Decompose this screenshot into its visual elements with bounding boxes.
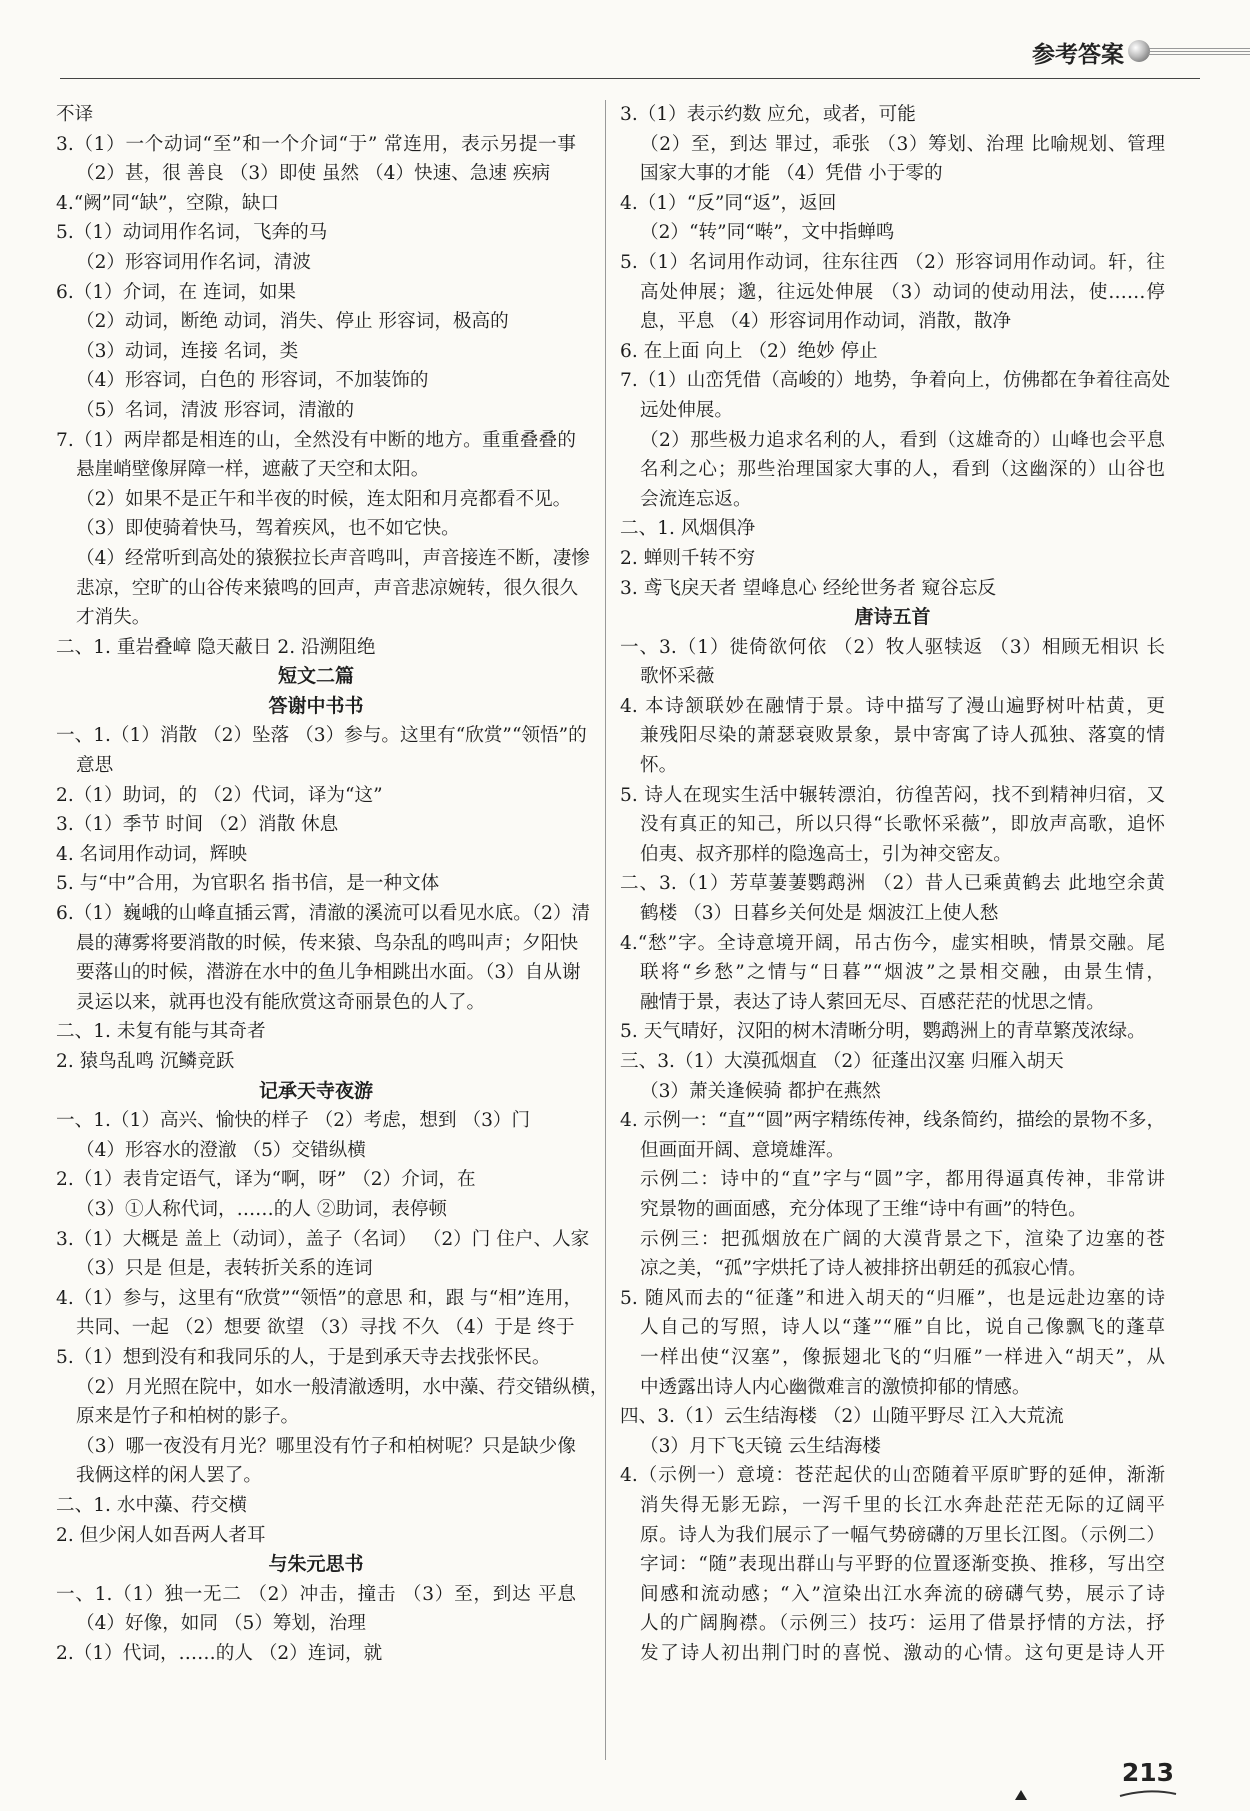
answer-line: 2.（1）代词，……的人 （2）连词，就 <box>56 1642 383 1664</box>
answer-line: 究景物的画面感，充分体现了王维“诗中有画”的特色。 <box>640 1198 1087 1220</box>
answer-line: 5.（1）名词用作动词，往东往西 （2）形容词用作动词。轩，往 <box>620 251 1165 273</box>
answer-line: （3）哪一夜没有月光？哪里没有竹子和柏树呢？只是缺少像 <box>76 1435 576 1457</box>
answer-line: 示例二：诗中的“直”字与“圆”字，都用得逼真传神，非常讲 <box>640 1169 1165 1191</box>
answer-line: 发了诗人初出荆门时的喜悦、激动的心情。这句更是诗人开 <box>640 1642 1165 1664</box>
answer-line: 二、1. 重岩叠嶂 隐天蔽日 2. 沿溯阻绝 <box>56 636 376 658</box>
answer-line: 3.（1）表示约数 应允，或者，可能 <box>620 104 916 125</box>
answer-line: 会流连忘返。 <box>640 488 752 510</box>
answer-line: 二、1. 风烟俱净 <box>620 518 756 540</box>
answer-line: 2. 但少闲人如吾两人者耳 <box>56 1524 266 1546</box>
answer-line: 6.（1）巍峨的山峰直插云霄，清澈的溪流可以看见水底。（2）清 <box>56 903 591 925</box>
answer-line: 5. 天气晴好，汉阳的树木清晰分明，鹦鹉洲上的青草繁茂浓绿。 <box>620 1021 1146 1043</box>
answer-line: 二、3.（1）芳草萋萋鹦鹉洲 （2）昔人已乘黄鹤去 此地空余黄 <box>620 873 1165 895</box>
section-title: 答谢中书书 <box>268 694 364 717</box>
answer-line: 要落山的时候，潜游在水中的鱼儿争相跳出水面。（3）自从谢 <box>76 962 581 984</box>
answer-line: 意思 <box>76 755 114 777</box>
answer-line: （3）月下飞天镜 云生结海楼 <box>640 1435 881 1457</box>
answer-line: （3）萧关逢候骑 都护在燕然 <box>640 1080 881 1102</box>
answer-line: 二、1. 未复有能与其奇者 <box>56 1021 266 1043</box>
answer-line: （4）形容词，白色的 形容词，不加装饰的 <box>76 370 429 392</box>
answer-line: 5.（1）动词用作名词，飞奔的马 <box>56 222 328 244</box>
answer-line: 国家大事的才能 （4）凭借 小于零的 <box>640 163 943 185</box>
answer-line: 4. 示例一：“直”“圆”两字精练传神，线条简约，描绘的景物不多， <box>620 1110 1166 1132</box>
answer-line: 灵运以来，就再也没有能欣赏这奇丽景色的人了。 <box>76 991 486 1013</box>
answer-line: 5. 与“中”合用，为官职名 指书信，是一种文体 <box>56 873 440 895</box>
answer-line: 名利之心；那些治理国家大事的人，看到（这幽深的）山谷也 <box>640 459 1165 481</box>
answer-line: 我俩这样的闲人罢了。 <box>76 1465 262 1487</box>
answer-line: （4）经常听到高处的猿猴拉长声音鸣叫，声音接连不断，凄惨 <box>76 547 590 569</box>
answer-line: 晨的薄雾将要消散的时候，传来猿、鸟杂乱的鸣叫声；夕阳快 <box>76 932 579 954</box>
answer-line: 2. 猿鸟乱鸣 沉鳞竞跃 <box>56 1051 235 1072</box>
answer-line: 消失得无影无踪，一泻千里的长江水奔赴茫茫无际的辽阔平 <box>640 1494 1165 1516</box>
answer-line: 悲凉，空旷的山谷传来猿鸣的回声，声音悲凉婉转，很久很久 <box>76 577 579 599</box>
answer-line: （3）只是 但是，表转折关系的连词 <box>76 1258 373 1280</box>
answer-line: 4.（1）参与，这里有“欣赏”“领悟”的意思 和，跟 与“相”连用， <box>56 1287 583 1309</box>
answer-line: 人自己的写照，诗人以“蓬”“雁”自比，说自己像飘飞的蓬草 <box>640 1317 1165 1339</box>
answer-line: 7.（1）两岸都是相连的山，全然没有中断的地方。重重叠叠的 <box>56 429 576 451</box>
answer-line: 3.（1）季节 时间 （2）消散 休息 <box>56 814 339 836</box>
answer-line: 融情于景，表达了诗人萦回无尽、百感茫茫的忧思之情。 <box>640 991 1105 1013</box>
answer-line: （2）至，到达 罪过，乖张 （3）筹划、治理 比喻规划、管理 <box>640 133 1165 155</box>
answer-line: 联将“乡愁”之情与“日暮”“烟波”之景相交融，由景生情， <box>640 962 1165 984</box>
answer-line: 凉之美，“孤”字烘托了诗人被排挤出朝廷的孤寂心情。 <box>640 1258 1087 1280</box>
answer-line: 鹤楼 （3）日暮乡关何处是 烟波江上使人愁 <box>640 903 999 925</box>
left-column <box>56 100 609 1668</box>
answer-line: 高处伸展；邈，往远处伸展 （3）动词的使动用法，使……停 <box>640 281 1165 303</box>
answer-line: 2.（1）助词，的 （2）代词，译为“这” <box>56 784 383 806</box>
answer-line: 3.（1）一个动词“至”和一个介词“于” 常连用，表示另提一事 <box>56 133 576 155</box>
answer-line: （4）好像，如同 （5）筹划，治理 <box>76 1613 366 1635</box>
header-ornament-icon <box>1128 40 1150 62</box>
answer-line: 二、1. 水中藻、荇交横 <box>56 1494 247 1516</box>
answer-line: 一、1.（1）独一无二 （2）冲击，撞击 （3）至，到达 平息 <box>56 1583 576 1605</box>
answer-line: 6.（1）介词，在 连词，如果 <box>56 281 297 303</box>
answer-line: 2. 蝉则千转不穷 <box>620 547 756 569</box>
answer-line: （2）月光照在院中，如水一般清澈透明，水中藻、荇交错纵横， <box>76 1376 609 1398</box>
answer-line: 兼残阳尽染的萧瑟衰败景象，景中寄寓了诗人孤独、落寞的情 <box>640 725 1165 747</box>
answer-line: 5. 诗人在现实生活中辗转漂泊，彷徨苦闷，找不到精神归宿，又 <box>620 784 1165 806</box>
answer-line: 原来是竹子和柏树的影子。 <box>76 1406 300 1428</box>
answer-line: 一、3.（1）徙倚欲何依 （2）牧人驱犊返 （3）相顾无相识 长 <box>620 636 1165 658</box>
answer-line: 中透露出诗人内心幽微难言的激愤抑郁的情感。 <box>640 1376 1031 1398</box>
answer-line: 字词：“随”表现出群山与平野的位置逐渐变换、推移，写出空 <box>640 1554 1165 1576</box>
page-header <box>60 28 1200 79</box>
answer-line: （4）形容水的澄澈 （5）交错纵横 <box>76 1139 366 1161</box>
answer-line: （3）即使骑着快马，驾着疾风，也不如它快。 <box>76 518 460 540</box>
answer-line: 歌怀采薇 <box>640 666 715 688</box>
answer-line: 4.（1）“反”同“返”，返回 <box>620 192 837 214</box>
answer-line: 三、3.（1）大漠孤烟直 （2）征蓬出汉塞 归雁入胡天 <box>620 1051 1064 1072</box>
page-number-swoosh-icon <box>1118 1790 1178 1798</box>
answer-line: 3.（1）大概是 盖上（动词），盖子（名词） （2）门 住户、人家 <box>56 1228 590 1250</box>
answer-line: 才消失。 <box>76 607 151 629</box>
answer-line: 没有真正的知己，所以只得“长歌怀采薇”，即放声高歌，追怀 <box>640 814 1165 836</box>
answer-line: 间感和流动感；“入”渲染出江水奔流的磅礴气势，展示了诗 <box>640 1583 1165 1605</box>
answer-line: （3）①人称代词，……的人 ②助词，表停顿 <box>76 1198 448 1220</box>
answer-line: 远处伸展。 <box>640 399 733 421</box>
answer-line: （2）那些极力追求名利的人，看到（这雄奇的）山峰也会平息 <box>640 429 1165 451</box>
section-title: 短文二篇 <box>277 665 354 688</box>
answer-line: 5. 随风而去的“征蓬”和进入胡天的“归雁”，也是远赴边塞的诗 <box>620 1287 1165 1309</box>
answer-line: （2）如果不是正午和半夜的时候，连太阳和月亮都看不见。 <box>76 488 572 510</box>
section-title: 与朱元思书 <box>268 1553 364 1576</box>
section-title: 唐诗五首 <box>854 606 931 629</box>
answer-line: 不译 <box>56 104 94 125</box>
answer-line: （2）“转”同“啭”，文中指蝉鸣 <box>640 222 895 244</box>
answer-line: 原。诗人为我们展示了一幅气势磅礴的万里长江图。（示例二） <box>640 1524 1165 1546</box>
column-divider <box>605 100 606 1760</box>
triangle-mark-icon <box>1015 1790 1027 1800</box>
answer-line: 4.“愁”字。全诗意境开阔，吊古伤今，虚实相映，情景交融。尾 <box>620 932 1165 954</box>
answer-line: （5）名词，清波 形容词，清澈的 <box>76 399 355 421</box>
answer-line: 示例三：把孤烟放在广阔的大漠背景之下，渲染了边塞的苍 <box>640 1228 1165 1250</box>
answer-line: 但画面开阔、意境雄浑。 <box>640 1139 845 1161</box>
answer-line: 2.（1）表肯定语气，译为“啊，呀” （2）介词，在 <box>56 1169 476 1191</box>
answer-line: 人的广阔胸襟。（示例三）技巧：运用了借景抒情的方法，抒 <box>640 1613 1165 1635</box>
answer-line: 4. 名词用作动词，辉映 <box>56 843 247 865</box>
answer-line: （2）甚，很 善良 （3）即使 虽然 （4）快速、急速 疾病 <box>76 163 551 185</box>
page-number: 213 <box>1121 1758 1174 1787</box>
answer-line: 一、1.（1）高兴、愉快的样子 （2）考虑，想到 （3）门 <box>56 1110 531 1132</box>
answer-line: 悬崖峭壁像屏障一样，遮蔽了天空和太阳。 <box>76 459 430 481</box>
answer-line: 一样出使“汉塞”，像振翅北飞的“归雁”一样进入“胡天”，从 <box>640 1346 1165 1368</box>
answer-line: 息，平息 （4）形容词用作动词，消散，散净 <box>640 311 1012 333</box>
header-stripes <box>1148 46 1250 55</box>
answer-line: 3. 鸢飞戾天者 望峰息心 经纶世务者 窥谷忘反 <box>620 577 997 599</box>
answer-line: （3）动词，连接 名词，类 <box>76 340 299 362</box>
answer-line: 4.“阙”同“缺”，空隙，缺口 <box>56 192 280 214</box>
answer-line: 四、3.（1）云生结海楼 （2）山随平野尽 江入大荒流 <box>620 1406 1064 1428</box>
answer-line: （2）形容词用作名词，清波 <box>76 251 311 273</box>
answer-line: 伯夷、叔齐那样的隐逸高士，引为神交密友。 <box>640 843 1012 865</box>
answer-line: 怀。 <box>640 755 678 777</box>
section-title: 记承天寺夜游 <box>258 1079 373 1102</box>
right-column <box>620 100 1171 1668</box>
answer-line: 4.（示例一）意境：苍茫起伏的山峦随着平原旷野的延伸，渐渐 <box>620 1465 1165 1487</box>
answer-line: 共同、一起 （2）想要 欲望 （3）寻找 不久 （4）于是 终于 <box>76 1317 575 1339</box>
header-title: 参考答案 <box>1032 42 1124 68</box>
answer-line: 4. 本诗颔联妙在融情于景。诗中描写了漫山遍野树叶枯黄，更 <box>620 695 1165 717</box>
answer-line: 5.（1）想到没有和我同乐的人，于是到承天寺去找张怀民。 <box>56 1346 551 1368</box>
answer-line: 7.（1）山峦凭借（高峻的）地势，争着向上，仿佛都在争着往高处 <box>620 370 1171 392</box>
answer-line: （2）动词，断绝 动词，消失、停止 形容词，极高的 <box>76 311 509 333</box>
answer-line: 一、1.（1）消散 （2）坠落 （3）参与。这里有“欣赏”“领悟”的 <box>56 725 587 747</box>
answer-line: 6. 在上面 向上 （2）绝妙 停止 <box>620 340 878 362</box>
